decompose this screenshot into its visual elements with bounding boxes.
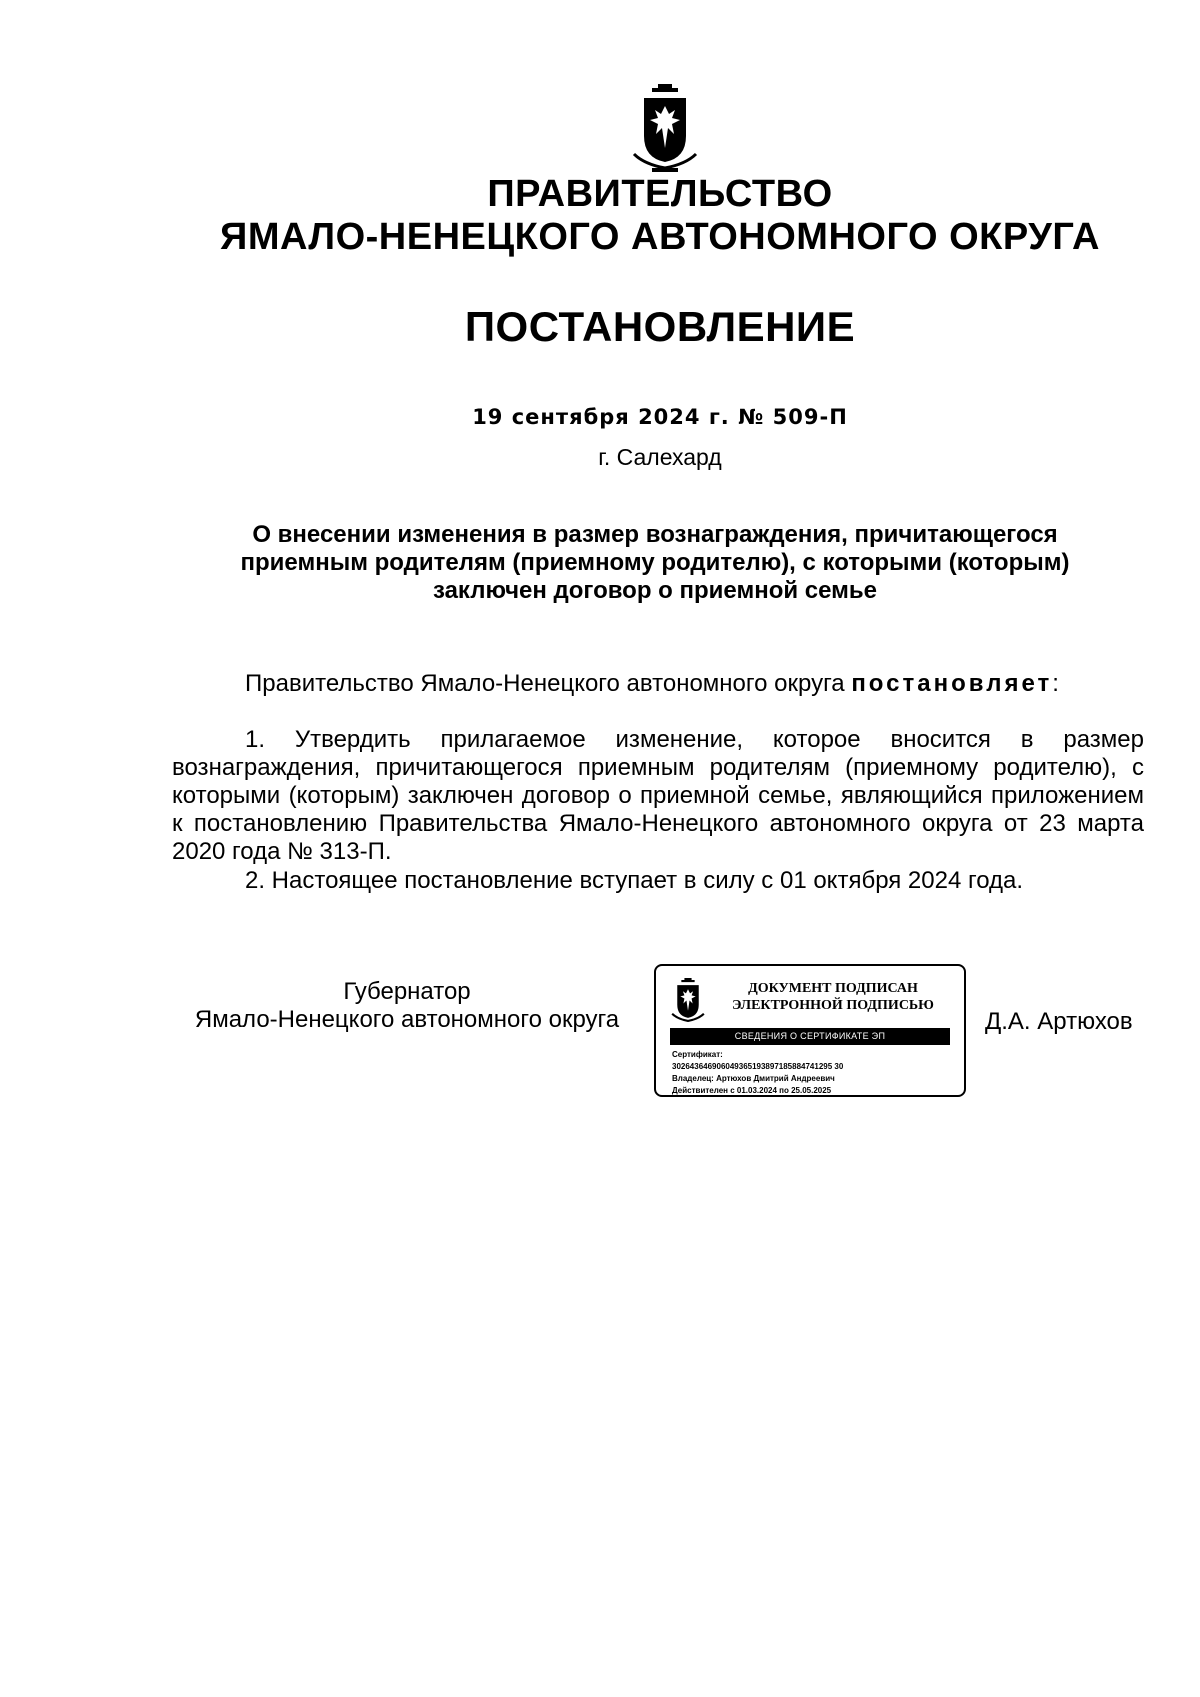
decree-item-1: 1. Утвердить прилагаемое изменение, которое вносится в размер вознаграждения, причитающегося приемным родителям (приемному родителю), с которыми (которым) заключен договор о приемной семье, являющийся приложением к постановлению Правительства Ямало-Ненецкого автономного округа от 23 марта 2020 года № 313-П. bbox=[172, 726, 1144, 865]
preamble-colon: : bbox=[1052, 670, 1059, 697]
stamp-heading-line1: ДОКУМЕНТ ПОДПИСАН bbox=[748, 981, 918, 996]
stamp-certificate-details bbox=[672, 1049, 843, 1097]
preamble-paragraph bbox=[245, 670, 1059, 698]
stamp-heading-line2: ЭЛЕКТРОННОЙ ПОДПИСЬЮ bbox=[732, 998, 934, 1013]
stamp-heading bbox=[718, 980, 948, 1014]
organization-name-line2: ЯМАЛО-НЕНЕЦКОГО АВТОНОМНОГО ОКРУГА bbox=[220, 216, 1100, 258]
document-subject bbox=[195, 521, 1115, 605]
coat-of-arms-emblem bbox=[630, 84, 700, 174]
signatory-name: Д.А. Артюхов bbox=[985, 1008, 1133, 1035]
preamble-text: Правительство Ямало-Ненецкого автономного округа bbox=[245, 670, 852, 697]
stamp-cert-number: 302643646906049365193897185884741295 30 bbox=[672, 1062, 844, 1071]
signatory-title-line1: Губернатор bbox=[343, 978, 471, 1005]
stamp-emblem-icon bbox=[670, 978, 706, 1024]
subject-line-3: заключен договор о приемной семье bbox=[432, 577, 878, 604]
document-city: г. Салехард bbox=[598, 444, 722, 470]
signatory-title bbox=[172, 978, 642, 1034]
stamp-owner: Владелец: Артюхов Дмитрий Андреевич bbox=[672, 1074, 835, 1083]
document-date-number: 19 сентября 2024 г. № 509-П bbox=[472, 405, 848, 429]
preamble-decree-word: постановляет bbox=[851, 670, 1053, 697]
electronic-signature-stamp bbox=[654, 964, 966, 1097]
stamp-cert-label: Сертификат: bbox=[672, 1050, 723, 1059]
organization-name-line1: ПРАВИТЕЛЬСТВО bbox=[487, 173, 833, 215]
stamp-certificate-bar: СВЕДЕНИЯ О СЕРТИФИКАТЕ ЭП bbox=[670, 1028, 950, 1045]
subject-line-1: О внесении изменения в размер вознаграждения, причитающегося bbox=[252, 521, 1058, 548]
signatory-title-line2: Ямало-Ненецкого автономного округа bbox=[194, 1006, 620, 1033]
stamp-validity: Действителен с 01.03.2024 по 25.05.2025 bbox=[672, 1086, 832, 1095]
decree-item-2: 2. Настоящее постановление вступает в силу с 01 октября 2024 года. bbox=[245, 867, 1024, 894]
subject-line-2: приемным родителям (приемному родителю), с которыми (которым) bbox=[240, 549, 1070, 576]
document-type-title: ПОСТАНОВЛЕНИЕ bbox=[464, 303, 856, 350]
